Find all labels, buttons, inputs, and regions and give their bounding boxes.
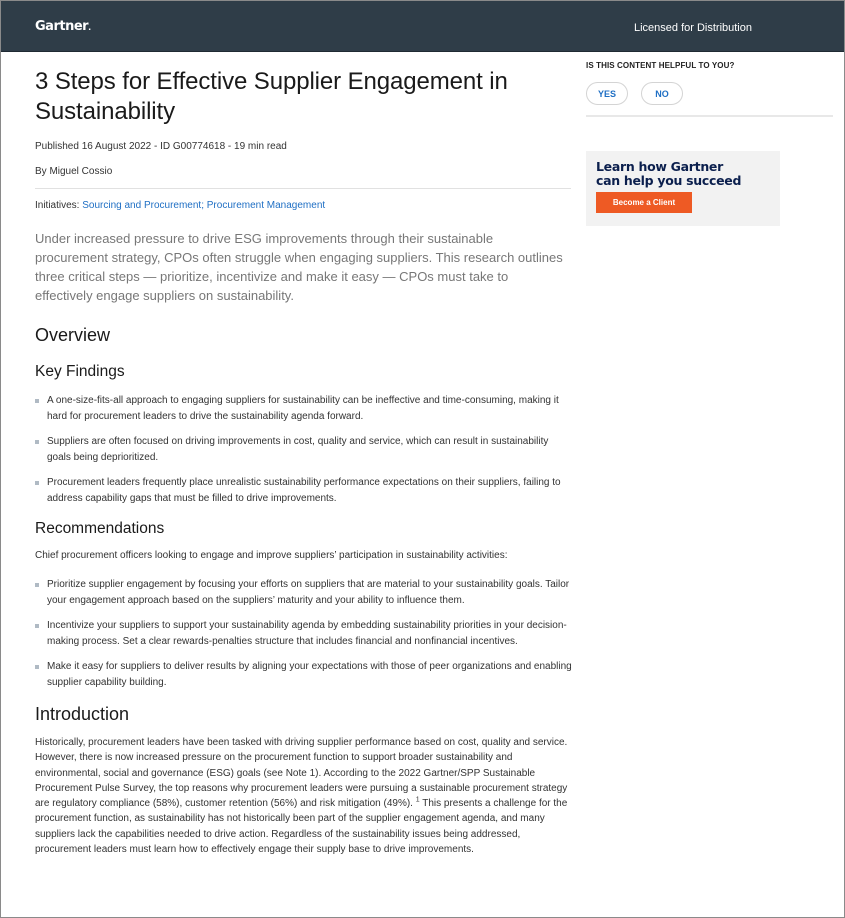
logo-text: Gartner <box>35 19 89 34</box>
list-item: Incentivize your suppliers to support your sustainability agenda by embedding sustainability priorities in your decision-making process. Set a clear rewards-penalties structure that includes financial and nonfinancial incentives. <box>35 618 572 649</box>
logo-dot: . <box>88 23 91 32</box>
key-findings-list <box>35 393 572 506</box>
intro-text-part2: This presents a challenge for the procurement function, as sustainability has not historically been part of the supplier engagement agenda, and many suppliers lack the capabilities needed to drive action. Regardless of the sustainability issues being addressed, procurement leaders must learn how to effectively engage their supply base to drive improvements. <box>35 798 568 856</box>
yes-button[interactable]: YES <box>586 82 628 105</box>
top-bar <box>1 1 844 52</box>
introduction-paragraph <box>35 735 572 857</box>
article-summary: Under increased pressure to drive ESG improvements through their sustainable procurement strategy, CPOs often struggle when engaging suppliers. This research outlines three critical steps — prioritize, incentivize and make it easy — CPOs must take to effectively engage suppliers on sustainability. <box>35 231 563 303</box>
promo-title-line2: can help you succeed <box>596 172 742 188</box>
initiative-link-sourcing[interactable]: Sourcing and Procurement; <box>82 200 204 211</box>
licensed-label: Licensed for Distribution <box>633 22 752 34</box>
list-item: Make it easy for suppliers to deliver results by aligning your expectations with those of peer organizations and enabling supplier capability building. <box>35 659 572 690</box>
no-button[interactable]: NO <box>641 82 683 105</box>
become-client-button[interactable]: Become a Client <box>596 192 692 213</box>
feedback-buttons <box>586 82 833 105</box>
author-byline: By Miguel Cossio <box>35 166 113 177</box>
list-item: Suppliers are often focused on driving improvements in cost, quality and service, which can result in sustainability goals being deprioritized. <box>35 434 572 465</box>
initiatives-label: Initiatives: <box>35 200 80 211</box>
list-item: A one-size-fits-all approach to engaging suppliers for sustainability can be ineffective and time-consuming, making it hard for procurement leaders to drive the sustainability agenda forward. <box>35 393 572 424</box>
article-main <box>35 67 572 857</box>
promo-box <box>586 151 780 226</box>
divider <box>35 188 571 189</box>
key-findings-heading: Key Findings <box>35 363 125 380</box>
publish-meta: Published 16 August 2022 - ID G00774618 - 19 min read <box>35 141 287 152</box>
helpful-question: IS THIS CONTENT HELPFUL TO YOU? <box>586 61 735 70</box>
recommendations-intro: Chief procurement officers looking to engage and improve suppliers’ participation in sustainability activities: <box>35 550 508 561</box>
list-item: Procurement leaders frequently place unrealistic sustainability performance expectations on their suppliers, failing to address capability gaps that must be filled to drive improvements. <box>35 475 572 506</box>
promo-title <box>596 160 770 187</box>
footnote-ref[interactable]: 1 <box>415 796 420 804</box>
divider <box>586 115 833 117</box>
page-title: 3 Steps for Effective Supplier Engagement in Sustainability <box>35 68 508 125</box>
overview-heading: Overview <box>35 325 111 345</box>
gartner-logo[interactable] <box>35 19 91 34</box>
sidebar <box>586 61 833 226</box>
recommendations-heading: Recommendations <box>35 520 165 537</box>
intro-text-part1: Historically, procurement leaders have been tasked with driving supplier performance based on cost, quality and service. However, there is now increased pressure on the procurement function to support broader sustainability and environmental, social and governance (ESG) goals (see Note 1). According to the 2022 Gartner/SPP Sustainable Procurement Pulse Survey, the top reasons why procurement leaders were pursuing a sustainable procurement strategy are regulatory compliance (58%), customer retention (56%) and risk mitigation (49%). <box>35 737 568 810</box>
initiatives <box>35 200 572 211</box>
introduction-heading: Introduction <box>35 704 130 724</box>
list-item: Prioritize supplier engagement by focusing your efforts on suppliers that are material to your sustainability goals. Tailor your engagement approach based on the suppliers’ maturity and your ability to influence them. <box>35 577 572 608</box>
promo-title-line1: Learn how Gartner <box>596 159 723 174</box>
initiative-link-procurement-management[interactable]: Procurement Management <box>206 200 326 211</box>
recommendations-list <box>35 577 572 690</box>
